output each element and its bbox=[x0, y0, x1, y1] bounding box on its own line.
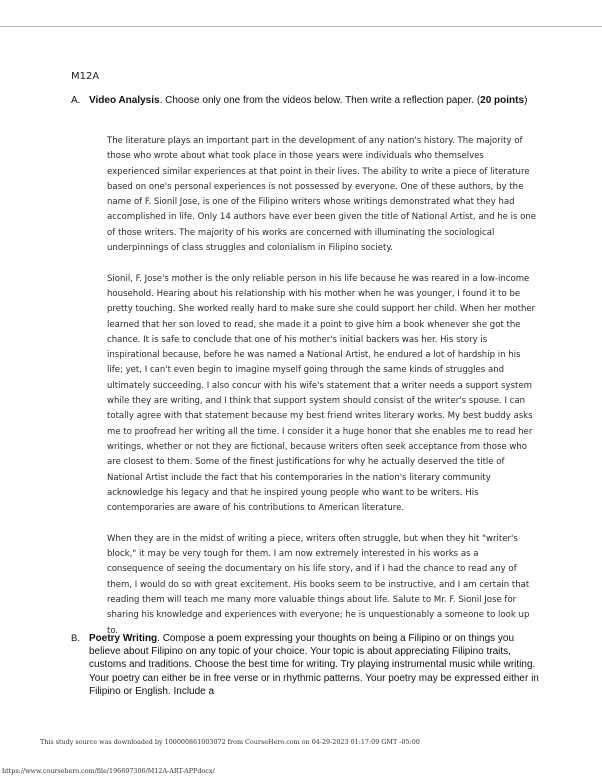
section-a bbox=[71, 94, 541, 107]
section-a-instruction: . Choose only one from the videos below. Then write a reflection paper. ( bbox=[159, 95, 481, 106]
section-a-title: Video Analysis bbox=[89, 95, 160, 106]
essay-paragraph: The literature plays an important part in the development of any nation's history. The majority of those who wrote about what took place in those years were individuals who themselves experienced similar experiences at that point in their lives. The ability to write a piece of literature based on one's personal experiences is not possessed by everyone. One of these authors, by the name of F. Sionil Jose, is one of the Filipino writers whose writings demonstrated what they had accomplished in life. Only 14 authors have ever been given the title of National Artist, and he is one of those writers. The majority of his works are concerned with illuminating the sociological underpinnings of class struggles and colonialism in Filipino society. bbox=[107, 136, 537, 254]
section-a-points: 20 points bbox=[480, 95, 525, 106]
section-b-instruction: . Compose a poem expressing your thoughts on being a Filipino or on things you believe about Filipino on any topic of your choice. Your topic is about appreciating Filipino traits, customs and traditions. Choose the best time for writing. Try playing instrumental music while writing. Your poetry can either be in free verse or in rhythmic patterns. Your poetry may be expressed either in Filipino or English. Include a bbox=[89, 633, 539, 697]
header-divider bbox=[0, 26, 602, 27]
course-code: M12A bbox=[71, 71, 100, 82]
essay-paragraph: Sionil, F. Jose's mother is the only reliable person in his life because he was reared in a low-income household. Hearing about his relationship with his mother when he was younger, I found it to be pretty touching. She worked really hard to make sure she could support her child. When her mother learned that her son loved to read, she made it a point to give him a book whenever she got the chance. It is safe to conclude that one of his mother's initial backers was her. His story is inspirational because, before he was named a National Artist, he endured a lot of hardship in his life; yet, I can't even begin to imagine myself going through the same kinds of struggles and ultimately succeeding. I also concur with his wife's statement that a writer needs a support system while they are writing, and I think that support system should consist of the writer's spouse. I can totally agree with that statement because my best friend writes literary works. My best buddy asks me to proofread her writing all the time. I consider it a huge honor that she enables me to read her writings, whether or not they are fictional, because writers often seek acceptance from those who are closest to them. Some of the finest justifications for why he actually deserved the title of National Artist include the fact that his contemporaries in the nation's literary community acknowledge his legacy and that he inspired young people who want to be writers. His contemporaries are aware of his contributions to American literature. bbox=[107, 273, 536, 514]
section-b-heading bbox=[71, 632, 541, 698]
reflection-essay bbox=[107, 134, 537, 654]
section-a-instruction-end: ) bbox=[524, 95, 528, 106]
section-b bbox=[71, 632, 541, 698]
essay-paragraph: When they are in the midst of writing a piece, writers often struggle, but when they hit "writer's block," it may be very tough for them. I am now extremely interested in his works as a consequence of seeing the documentary on his life story, and if I had the chance to read any of them, I would do so with great excitement. His books seem to be instructive, and I am certain that reading them will teach me many more valuable things about life. Salute to Mr. F. Sionil Jose for sharing his knowledge and experiences with everyone; he is unquestionably a someone to look up to. bbox=[107, 533, 530, 636]
section-b-title: Poetry Writing bbox=[89, 633, 158, 644]
section-a-heading bbox=[71, 94, 541, 107]
section-a-letter: A. bbox=[71, 95, 81, 106]
section-b-letter: B. bbox=[71, 633, 80, 644]
download-source-note: This study source was downloaded by 100000861003072 from CourseHero.com on 04-29-2023 01:17:09 GMT -05:00 bbox=[40, 738, 420, 746]
source-url[interactable]: https://www.coursehero.com/file/196697306/M12A-ART-APPdocx/ bbox=[2, 767, 215, 775]
